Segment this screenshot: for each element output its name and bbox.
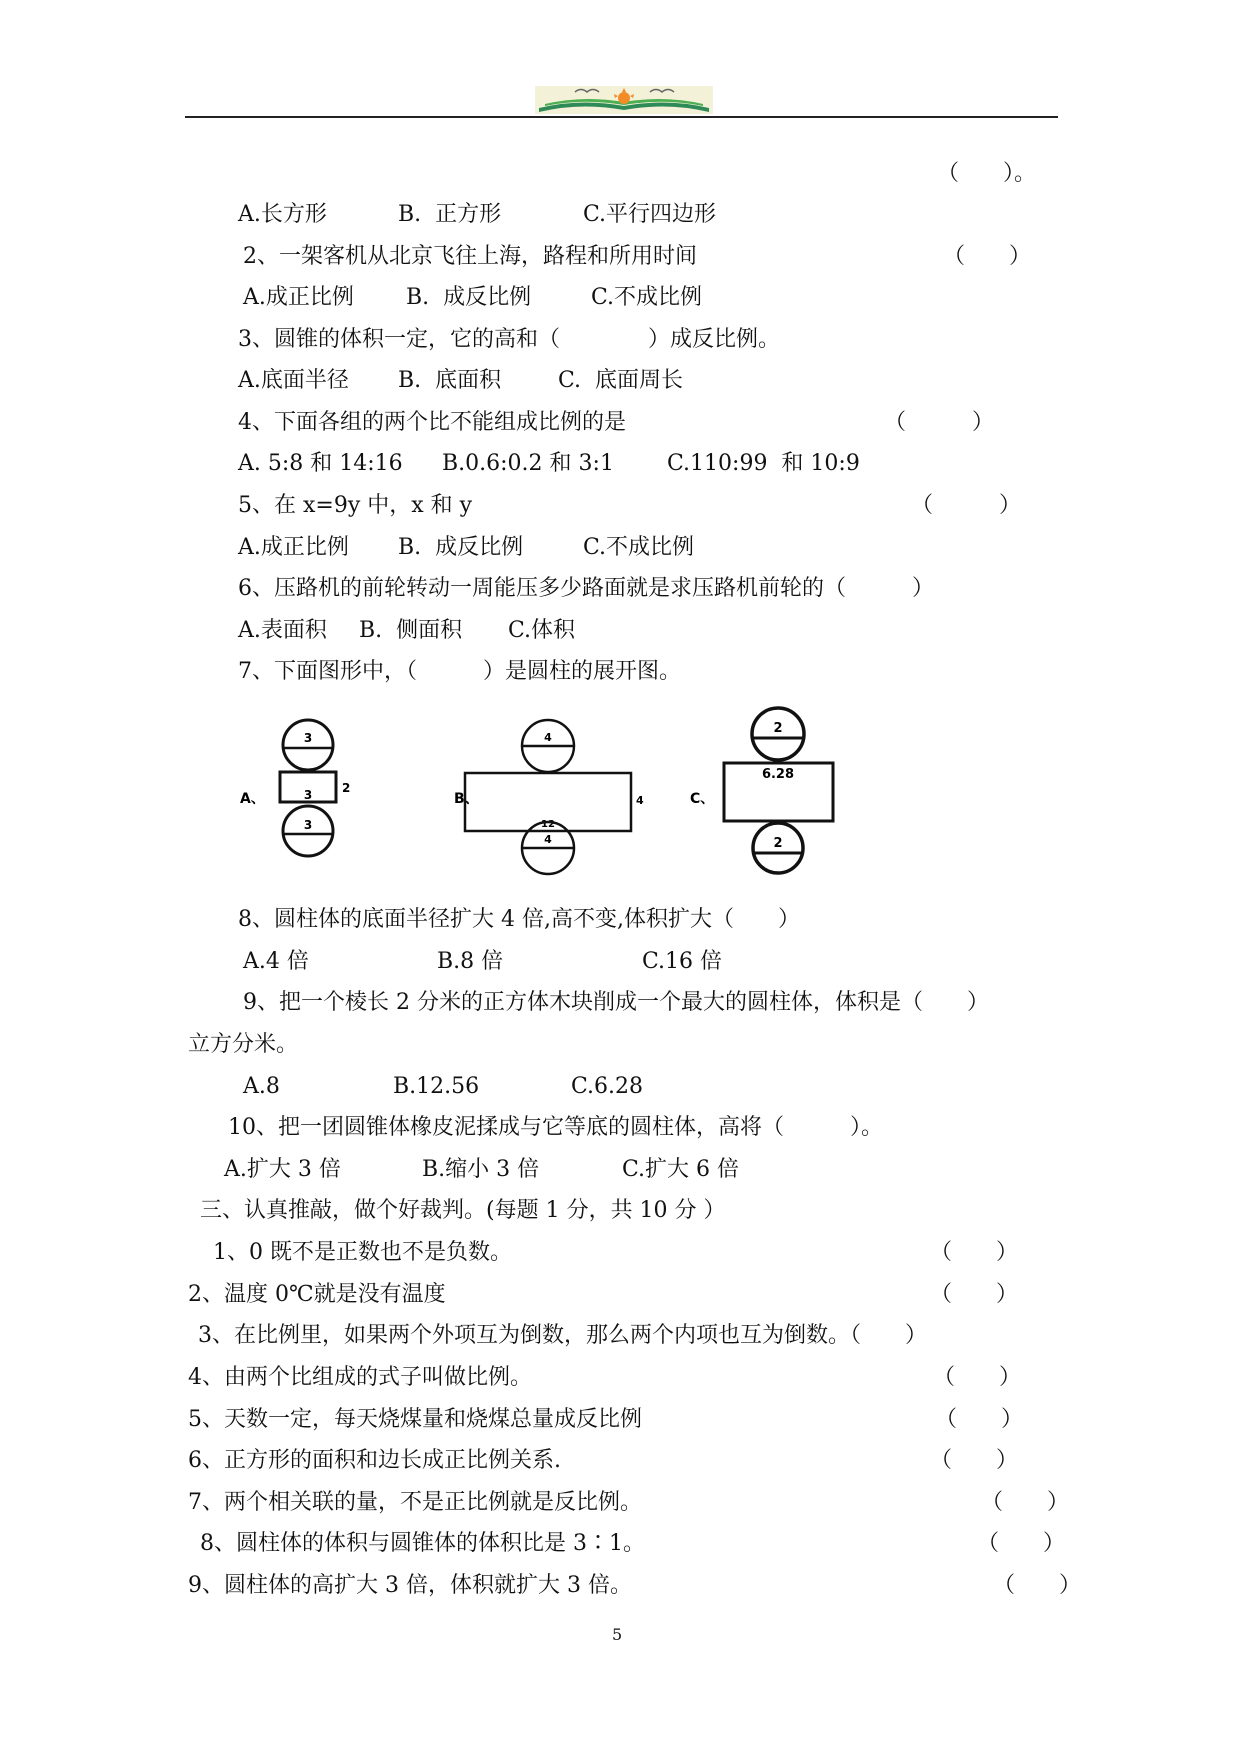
- option-a: A.表面积: [238, 618, 327, 643]
- answer-blank: （ ）: [993, 1573, 1082, 1598]
- judge-6: 6、正方形的面积和边长成正比例关系.: [188, 1448, 561, 1473]
- header-logo: [535, 86, 713, 114]
- option-a: A.底面半径: [238, 368, 349, 393]
- option-a: A.成正比例: [243, 285, 354, 310]
- answer-blank: （ ）: [930, 1282, 1019, 1307]
- header-rule: [185, 116, 1058, 118]
- question-9: 9、把一个棱长 2 分米的正方体木块削成一个最大的圆柱体，体积是（ ）: [243, 990, 989, 1015]
- cylinder-net-c: [688, 706, 848, 876]
- judge-4: 4、由两个比组成的式子叫做比例。: [188, 1365, 532, 1390]
- judge-2: 2、温度 0℃就是没有温度: [188, 1282, 446, 1307]
- answer-blank: （ ）: [977, 1531, 1066, 1556]
- option-c: C. 底面周长: [558, 368, 684, 393]
- option-b: B.8 倍: [437, 949, 504, 974]
- rect-side-label: 2: [342, 781, 351, 795]
- answer-blank: （ ）: [935, 1407, 1024, 1432]
- bottom-circle-label: 4: [544, 833, 552, 846]
- option-c: C.平行四边形: [583, 202, 717, 227]
- option-a: A.成正比例: [238, 535, 349, 560]
- option-c: C.扩大 6 倍: [622, 1157, 740, 1182]
- page-number: 5: [612, 1625, 623, 1644]
- top-circle-label: 3: [303, 731, 313, 745]
- question-5: 5、在 x=9y 中，x 和 y: [238, 493, 473, 518]
- option-b: B.缩小 3 倍: [422, 1157, 540, 1182]
- top-circle-label: 2: [773, 721, 783, 736]
- judge-9: 9、圆柱体的高扩大 3 倍，体积就扩大 3 倍。: [188, 1573, 632, 1598]
- rect-bottom-label: 3: [303, 788, 313, 802]
- top-circle-label: 4: [544, 731, 552, 744]
- rect-bottom-label: 12: [541, 819, 555, 830]
- figure-c-label: C、: [690, 791, 715, 807]
- answer-blank: （ ）: [943, 244, 1032, 269]
- option-a: A.长方形: [238, 202, 327, 227]
- option-a: A.8: [243, 1074, 280, 1099]
- option-b: B. 成反比例: [398, 535, 524, 560]
- option-b: B. 成反比例: [406, 285, 532, 310]
- figure-b-label: B、: [454, 791, 479, 807]
- question-7: 7、下面图形中，（ ）是圆柱的展开图。: [238, 659, 681, 684]
- judge-1: 1、0 既不是正数也不是负数。: [213, 1240, 512, 1265]
- answer-blank: （ ）: [930, 1448, 1019, 1473]
- book-sun-logo-icon: [535, 86, 713, 114]
- judge-5: 5、天数一定，每天烧煤量和烧煤总量成反比例: [188, 1407, 642, 1432]
- bottom-circle-label: 3: [303, 818, 313, 832]
- rect-side-label: 4: [636, 794, 644, 807]
- rect-top-label: 6.28: [761, 767, 795, 782]
- option-a: A. 5:8 和 14:16: [238, 451, 403, 476]
- option-c: C.体积: [508, 618, 576, 643]
- cylinder-net-b: [452, 718, 652, 878]
- question-9-continued: 立方分米。: [188, 1032, 299, 1057]
- question-3: 3、圆锥的体积一定，它的高和（ ）成反比例。: [238, 327, 780, 352]
- option-b: B. 底面积: [398, 368, 502, 393]
- option-c: C.不成比例: [591, 285, 703, 310]
- option-c: C.16 倍: [642, 949, 723, 974]
- option-c: C.6.28: [571, 1074, 644, 1099]
- bottom-circle-label: 2: [773, 836, 783, 851]
- judge-8: 8、圆柱体的体积与圆锥体的体积比是 3∶1。: [200, 1531, 645, 1556]
- figure-a-label: A、: [240, 791, 265, 807]
- answer-blank: （ ）: [884, 410, 995, 435]
- question-2: 2、一架客机从北京飞往上海，路程和所用时间: [243, 244, 697, 269]
- answer-blank: （ ）: [981, 1490, 1070, 1515]
- judge-7: 7、两个相关联的量，不是正比例就是反比例。: [188, 1490, 642, 1515]
- option-c: C.110:99 和 10:9: [667, 451, 860, 476]
- option-b: B.0.6:0.2 和 3:1: [442, 451, 614, 476]
- option-b: B. 正方形: [398, 202, 502, 227]
- option-b: B.12.56: [393, 1074, 480, 1099]
- question-6: 6、压路机的前轮转动一周能压多少路面就是求压路机前轮的（ ）: [238, 576, 934, 601]
- answer-blank: （ ）: [911, 493, 1022, 518]
- question-10: 10、把一团圆锥体橡皮泥揉成与它等底的圆柱体，高将（ ）。: [228, 1115, 883, 1140]
- option-a: A.4 倍: [243, 949, 309, 974]
- answer-blank: （ ）。: [937, 161, 1037, 186]
- cylinder-net-a: [238, 718, 368, 870]
- option-a: A.扩大 3 倍: [224, 1157, 341, 1182]
- option-c: C.不成比例: [583, 535, 695, 560]
- top-circle: [283, 720, 333, 770]
- section-3-heading: 三、认真推敲，做个好裁判。(每题 1 分，共 10 分 ）: [200, 1198, 726, 1223]
- answer-blank: （ ）: [930, 1240, 1019, 1265]
- option-b: B. 侧面积: [359, 618, 463, 643]
- question-8: 8、圆柱体的底面半径扩大 4 倍,高不变,体积扩大（ ）: [238, 907, 800, 932]
- question-4: 4、下面各组的两个比不能组成比例的是: [238, 410, 626, 435]
- judge-3: 3、在比例里，如果两个外项互为倒数，那么两个内项也互为倒数。（ ）: [198, 1323, 927, 1348]
- answer-blank: （ ）: [933, 1365, 1022, 1390]
